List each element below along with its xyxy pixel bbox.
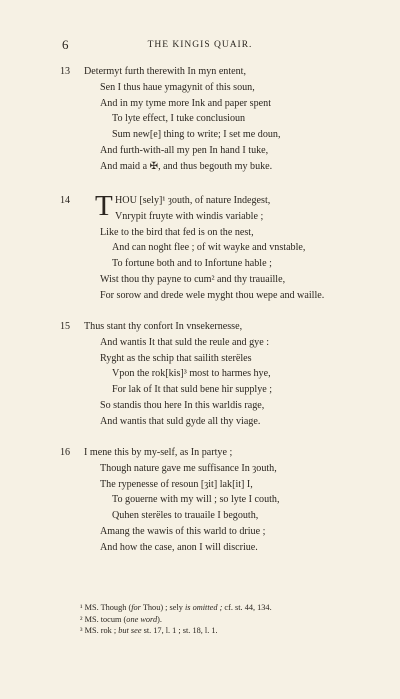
verse-line: Determyt furth therewith In myn entent, xyxy=(84,66,247,77)
verse-line: And wantis that suld gyde all thy viage. xyxy=(100,415,261,427)
footnote-text: MS. Though ( xyxy=(84,603,132,612)
verse-line: The rypenesse of resoun [ȝit] lak[it] I, xyxy=(100,478,253,490)
verse-line: Wist thou thy payne to cum² and thy trauaille, xyxy=(100,273,286,285)
verse-line: And furth-with-all my pen In hand I tuke, xyxy=(100,144,269,156)
verse-line: To gouerne with my will ; so lyte I couth, xyxy=(112,494,280,506)
footnote xyxy=(80,625,272,637)
footnote-text: Thou) ; sely xyxy=(140,603,185,612)
footnote xyxy=(80,602,272,614)
footnote xyxy=(80,614,272,626)
footnote-italic: one word xyxy=(126,614,158,624)
verse-line: Sum new[e] thing to write; I set me doun, xyxy=(112,129,281,140)
footnote-text: MS. rok ; xyxy=(84,626,119,635)
footnote-italic: but see xyxy=(118,626,142,635)
verse-line: Thus stant thy confort In vnsekernesse, xyxy=(84,321,243,332)
stanza-number: 14 xyxy=(60,195,71,206)
stanza-15 xyxy=(60,319,272,429)
verse-line: And wantis It that suld the reule and gye : xyxy=(100,336,270,348)
stanza-13 xyxy=(60,64,280,174)
footnote-italic: is omitted ; xyxy=(185,603,223,612)
verse-line: And how the case, anon I will discriue. xyxy=(100,541,258,553)
verse-line: I mene this by my-self, as In partye ; xyxy=(84,447,233,458)
verse-line: Amang the wawis of this warld to driue ; xyxy=(100,525,266,537)
verse-line: Vnrypit fruyte with windis variable ; xyxy=(115,210,264,222)
drop-cap: T xyxy=(95,190,113,222)
verse-line: HOU [sely]¹ ȝouth, of nature Indegest, xyxy=(115,195,271,206)
verse-line: To fortune both and to Infortune hable ; xyxy=(112,258,272,269)
running-head: THE KINGIS QUAIR. xyxy=(147,40,253,50)
footnotes xyxy=(80,602,272,637)
footnote-text: st. 17, l. 1 ; st. 18, l. 1. xyxy=(141,626,218,635)
verse-line: To lyte effect, I tuke conclusioun xyxy=(112,113,246,125)
footnote-mark: ² xyxy=(80,614,83,624)
verse-line: And maid a ✠, and thus begouth my buke. xyxy=(100,160,273,172)
page-number: 6 xyxy=(62,37,69,52)
stanza-number: 15 xyxy=(60,321,71,332)
verse-line: Quhen sterëles to trauaile I begouth, xyxy=(112,510,259,521)
verse-line: Like to the bird that fed is on the nest, xyxy=(100,226,254,238)
verse-line: For sorow and drede wele myght thou wepe and waille. xyxy=(100,289,325,301)
verse-line: Though nature gave me suffisance In ȝouth, xyxy=(100,462,277,474)
footnote-italic: for xyxy=(131,603,141,612)
verse-line: And can noght flee ; of wit wayke and vnstable, xyxy=(112,242,306,254)
verse-line: For lak of It that suld bene hir supplye ; xyxy=(112,384,273,395)
verse-line: And in my tyme more Ink and paper spent xyxy=(100,97,271,109)
footnote-mark: ¹ xyxy=(80,603,83,612)
footnote-text: MS. tocum ( xyxy=(84,614,127,624)
stanza-16 xyxy=(60,445,280,555)
footnote-text: cf. st. 44, 134. xyxy=(222,603,272,612)
verse-line: Sen I thus haue ymagynit of this soun, xyxy=(100,81,255,93)
footnote-text: ). xyxy=(157,614,162,624)
verse-line: Ryght as the schip that sailith sterëles xyxy=(100,352,252,364)
footnote-mark: ³ xyxy=(80,626,83,635)
stanza-number: 13 xyxy=(60,66,71,77)
stanza-number: 16 xyxy=(60,447,71,458)
stanza-14 xyxy=(60,190,325,303)
verse-line: Vpon the rok[kis]³ most to harmes hye, xyxy=(112,368,271,380)
verse-line: So standis thou here In this warldis rage, xyxy=(100,399,265,411)
